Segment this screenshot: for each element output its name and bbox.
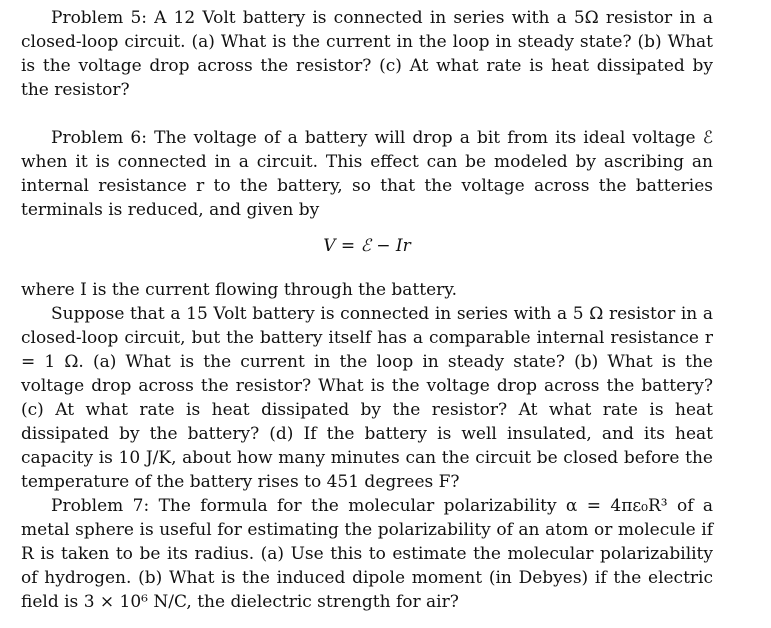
problem-7-paragraph — [21, 494, 713, 614]
problem-6-paragraph — [21, 126, 713, 222]
problem-7-text: The formula for the molecular polarizability α = 4πε₀R³ of a metal sphere is useful for estimating the polarizability of an atom or molecule if R is taken to be its radius. (a) Use this to estimate the molecular polarizability of hydrogen. (b) What is the induced dipole moment (in Debyes) if the electric field is 3 × 10⁶ N/C, the dielectric strength for air? — [21, 496, 714, 612]
problem-5-label: Problem 5: — [51, 8, 147, 28]
problem-5-text: A 12 Volt battery is connected in series with a 5Ω resistor in a closed-loop circuit. (a) What is the current in the loop in steady state? (b) What is the voltage drop across the resistor? (c) At what rate is heat dissipated by the resistor? — [21, 8, 714, 100]
problem-6-after-equation: where I is the current flowing through the battery. — [21, 280, 458, 300]
problem-7-label: Problem 7: — [51, 496, 150, 516]
problem-6-label: Problem 6: — [51, 128, 147, 148]
problem-6-text: The voltage of a battery will drop a bit from its ideal voltage ℰ when it is connected in a circuit. This effect can be modeled by ascribing an internal resistance r to the battery, so that the voltage across the batteries terminals is reduced, and given by — [21, 128, 714, 220]
problem-5-paragraph — [21, 6, 713, 102]
voltage-equation: V = ℰ − Ir — [323, 236, 411, 256]
problem-6-continuation: Suppose that a 15 Volt battery is connected in series with a 5 Ω resistor in a closed-loop circuit, but the battery itself has a comparable internal resistance r = 1 Ω. (a) What is the current in the loop in steady state? (b) What is the voltage drop across the resistor? What is the voltage drop across the battery? (c) At what rate is heat dissipated by the resistor? At what rate is heat dissipated by the battery? (d) If the battery is well insulated, and its heat capacity is 10 J/K, about how many minutes can the circuit be closed before the temperature of the battery rises to 451 degrees F? — [21, 304, 713, 492]
